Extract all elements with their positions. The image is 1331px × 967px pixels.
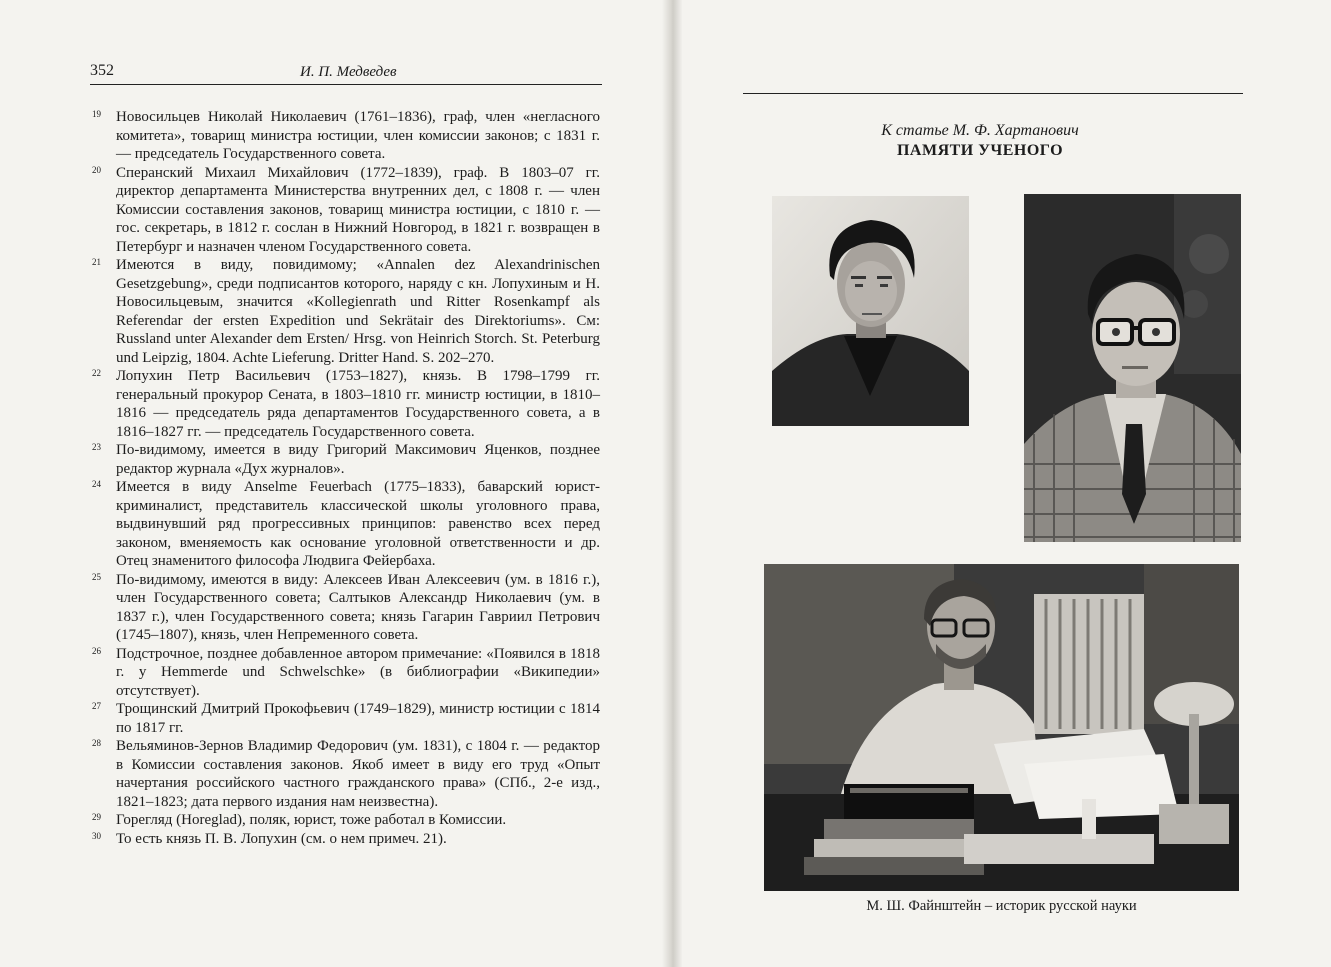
footnote xyxy=(92,478,600,571)
right-page xyxy=(680,0,1331,967)
footnote-text: Трощинский Дмитрий Прокофьевич (1749–1829), министр юстиции с 1814 по 1817 гг. xyxy=(116,701,600,736)
book-gutter xyxy=(662,0,682,967)
footnote xyxy=(92,700,600,737)
footnote xyxy=(92,164,600,257)
footnote-text: Лопухин Петр Васильевич (1753–1827), князь. В 1798–1799 гг. генеральный прокурор Сената, в 1803–1810 гг. министр юстиции, в 1810–1816 — председатель ряда департаментов Государственного совета, а в 1816–1827 гг. — председатель Государственного совета. xyxy=(116,368,600,440)
footnote xyxy=(92,811,600,830)
footnote-text: Имеется в виду Anselme Feuerbach (1775–1833), баварский юрист-криминалист, представитель классической школы уголовного права, выдвинувший ряд прогрессивных принципов: равенство всех перед законом, вменяемость как основание уголовной ответственности и др. Отец знаменитого философа Людвига Фейербаха. xyxy=(116,479,600,569)
footnote xyxy=(92,645,600,701)
footnote xyxy=(92,256,600,367)
footnote xyxy=(92,108,600,164)
footnote-text: Сперанский Михаил Михайлович (1772–1839), граф. В 1803–07 гг. директор департамента Министерства внутренних дел, с 1808 г. — член Комиссии составления законов, товарищ министра юстиции, с 1810 г. — гос. секретарь, в 1812 г. сослан в Нижний Новгород, в 1821 г. возвращен в Петербург и назначен членом Государственного совета. xyxy=(116,164,600,255)
footnote-number: 26 xyxy=(92,645,101,656)
footnote xyxy=(92,830,600,849)
footnote-text: Подстрочное, позднее добавленное автором примечание: «Появился в 1818 г. у Hemmerde und Schwelschke» (в библиографии «Википедии» отсутствует). xyxy=(116,645,600,699)
left-page xyxy=(0,0,665,967)
footnote-text: По-видимому, имеется в виду Григорий Максимович Яценков, позднее редактор журнала «Дух журналов». xyxy=(116,442,600,477)
footnote-number: 21 xyxy=(92,257,101,267)
desk-photo xyxy=(764,564,1239,891)
header-rule xyxy=(743,93,1243,94)
footnote-number: 23 xyxy=(92,442,101,452)
portrait-photo-young xyxy=(772,196,969,426)
footnote xyxy=(92,571,600,645)
footnote-number: 30 xyxy=(92,830,101,841)
portrait-photo-glasses xyxy=(1024,194,1241,542)
footnote-number: 28 xyxy=(92,738,101,748)
footnote xyxy=(92,737,600,811)
footnotes xyxy=(92,108,600,848)
footnote-number: 29 xyxy=(92,812,101,822)
footnote xyxy=(92,367,600,441)
footnote xyxy=(92,441,600,478)
footnote-text: Вельяминов-Зернов Владимир Федорович (ум. 1831), с 1804 г. — редактор в Комиссии составления законов. Якоб имеет в виду его труд «Опыт начертания российского частного гражданского права» (СПб., 2-е изд., 1821–1823; дата первого издания нам неизвестна). xyxy=(116,738,600,810)
page-number: 352 xyxy=(90,62,114,79)
footnote-number: 22 xyxy=(92,368,101,378)
article-title: ПАМЯТИ УЧЕНОГО xyxy=(896,142,1064,159)
footnote-number: 27 xyxy=(92,701,101,711)
footnote-text: То есть князь П. В. Лопухин (см. о нем примеч. 21). xyxy=(116,830,447,847)
footnote-number: 20 xyxy=(92,164,101,175)
running-head: И. П. Медведев xyxy=(300,64,397,80)
footnote-text: Имеются в виду, повидимому; «Annalen dez Alexandrinischen Gesetzgebung», среди подписантов которого, наряду с кн. Лопухиным и Н. Новосильцевым, значится «Kollegienrath und Ritter Rosenkampf als Referendar der ersten Expedition und Sekrätair des Direktoriums». См: Russland unter Alexander dem Ersten/ Hrsg. von Heinrich Storch. St. Peterburg und Leipzig, 1804. Achte Lieferung. Dritter Hand. S. 202–270. xyxy=(116,257,600,366)
footnote-number: 25 xyxy=(92,571,101,582)
footnote-text: Новосильцев Николай Николаевич (1761–1836), граф, член «негласного комитета», товарищ министра юстиции, член комиссии законов; с 1831 г. — председатель Государственного совета. xyxy=(116,109,600,162)
footnote-number: 24 xyxy=(92,479,101,489)
article-kicker: К статье М. Ф. Хартанович xyxy=(881,122,1079,139)
footnote-text: Горегляд (Horeglad), поляк, юрист, тоже работал в Комиссии. xyxy=(116,812,507,828)
page-header xyxy=(90,62,602,85)
footnote-number: 19 xyxy=(92,109,101,119)
photo-caption: М. Ш. Файнштейн – историк русской науки xyxy=(866,898,1137,914)
footnote-text: По-видимому, имеются в виду: Алексеев Иван Алексеевич (ум. в 1816 г.), член Государственного совета; Салтыков Александр Николаевич (ум. в 1837 г.), член Государственного совета; князь Гагарин Гавриил Петрович (1745–1807), князь, член Непременного совета. xyxy=(116,571,600,643)
